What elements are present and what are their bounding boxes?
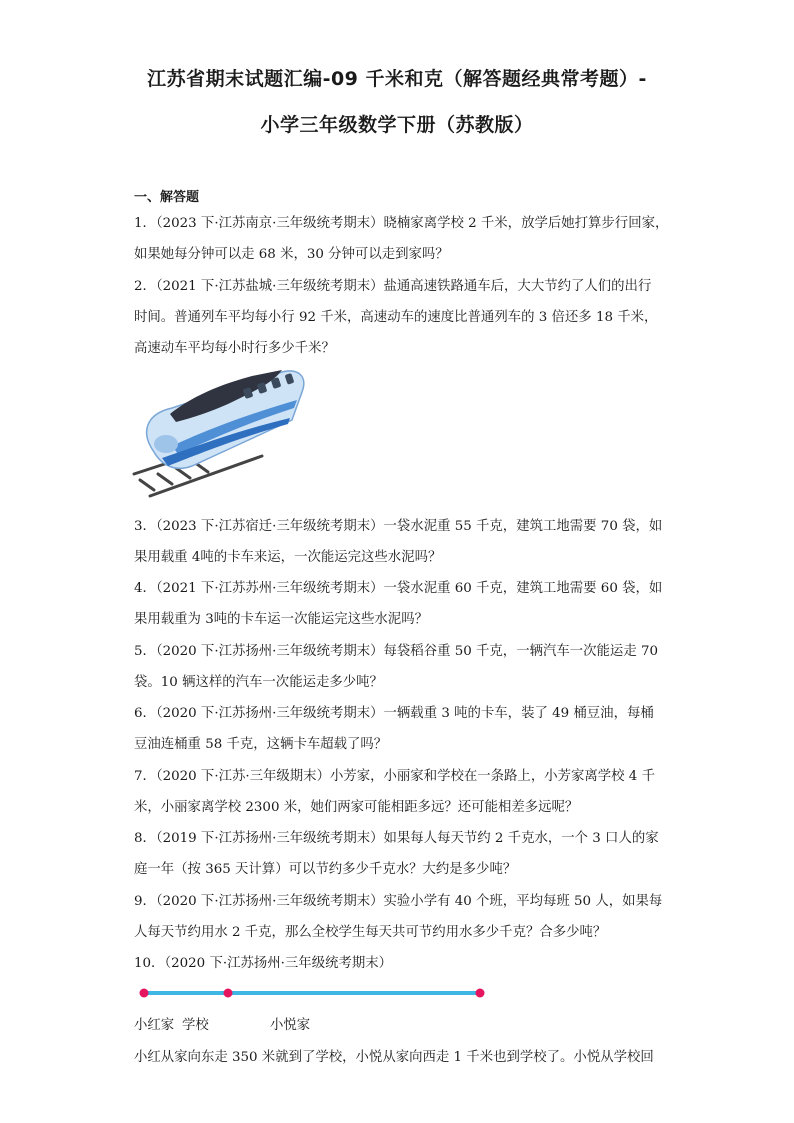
text-line: 小红从家向东走 350 米就到了学校，小悦从家向西走 1 千米也到学校了。小悦从学校回: [134, 1050, 654, 1065]
text-line: 果用载重 4吨的卡车来运，一次能运完这些水泥吗？: [134, 550, 442, 565]
text-line: 庭一年（按 365 天计算）可以节约多少千克水？大约是多少吨？: [134, 862, 517, 877]
text-line: 2．（2021 下·江苏盐城·三年级统考期末）盐通高速铁路通车后，大大节约了人们的出行: [134, 279, 652, 294]
text-line: 9．（2020 下·江苏扬州·三年级统考期末）实验小学有 40 个班，平均每班 50 人，如果每: [134, 894, 663, 909]
text-line: 8．（2019 下·江苏扬州·三年级统考期末）如果每人每天节约 2 千克水，一个 3 口人的家: [134, 831, 659, 846]
section-heading: 一、解答题: [134, 190, 200, 205]
xiaohong-home-point: [140, 989, 149, 998]
text-line: 袋。10 辆这样的汽车一次能运走多少吨？: [134, 675, 383, 690]
text-line: 豆油连桶重 58 千克，这辆卡车超载了吗？: [134, 737, 388, 752]
text-line: 人每天节约用水 2 千克，那么全校学生每天共可节约用水多少千克？合多少吨？: [134, 925, 607, 940]
label-xiaoyue-home: 小悦家: [270, 1018, 311, 1033]
distance-line-diagram: [132, 978, 492, 1008]
label-xiaohong-home: 小红家: [134, 1018, 175, 1033]
document-title-line-2: 小学三年级数学下册（苏教版）: [260, 114, 534, 136]
text-line: 米，小丽家离学校 2300 米，她们两家可能相距多远？还可能相差多远呢？: [134, 800, 579, 815]
text-line: 时间。普通列车平均每小行 92 千米，高速动车的速度比普通列车的 3 倍还多 18 千米，: [134, 310, 658, 325]
xiaoyue-home-point: [476, 989, 485, 998]
text-line: 1．（2023 下·江苏南京·三年级统考期末）晓楠家离学校 2 千米，放学后她打算步行回家，: [134, 216, 669, 231]
text-line: 6．（2020 下·江苏扬州·三年级统考期末）一辆载重 3 吨的卡车，装了 49 桶豆油，每桶: [134, 706, 654, 721]
text-line: 高速动车平均每小时行多少千米？: [134, 341, 335, 356]
text-line: 10．（2020 下·江苏扬州·三年级统考期末）: [134, 956, 393, 971]
school-point: [224, 989, 233, 998]
text-line: 果用载重为 3吨的卡车运一次能运完这些水泥吗？: [134, 612, 428, 627]
text-line: 5．（2020 下·江苏扬州·三年级统考期末）每袋稻谷重 50 千克，一辆汽车一次能运走 70: [134, 644, 659, 659]
text-line: 3．（2023 下·江苏宿迁·三年级统考期末）一袋水泥重 55 千克，建筑工地需要 70 袋，如: [134, 519, 663, 534]
text-line: 如果她每分钟可以走 68 米，30 分钟可以走到家吗？: [134, 247, 449, 262]
document-title-line-1: 江苏省期末试题汇编-09 千米和克（解答题经典常考题）-: [147, 68, 647, 90]
text-line: 7．（2020 下·江苏·三年级期末）小芳家，小丽家和学校在一条路上，小芳家离学校 4 千: [134, 769, 655, 784]
high-speed-train-illustration: [132, 362, 312, 502]
label-school: 学校: [182, 1018, 209, 1033]
text-line: 4．（2021 下·江苏苏州·三年级统考期末）一袋水泥重 60 千克，建筑工地需要 60 袋，如: [134, 581, 663, 596]
